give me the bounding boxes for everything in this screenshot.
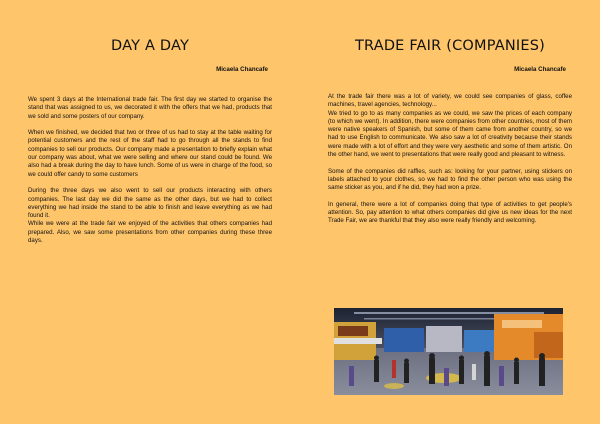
paragraph: When we finished, we decided that two or three of us had to stay at the table waiting for potential customers and the rest of the staff had to go through all the stands to find companies to sell our products. Our company made a presentation to briefly explain what our company was about, what we were selling and where our stand could be found. We also had a break during the day to have lunch. Some of us were in charge of the food, so we could offer candy to some customers <box>28 129 272 178</box>
page-title: DAY A DAY <box>110 38 190 54</box>
author-name: Micaela Chancafe <box>216 66 268 73</box>
page-title: TRADE FAIR (COMPANIES) <box>354 38 546 54</box>
trade-fair-photo-graphic <box>334 308 563 395</box>
trade-fair-photo <box>334 308 563 395</box>
article-body <box>328 93 572 234</box>
article-body <box>28 96 272 254</box>
paragraph: In general, there were a lot of companies doing that type of activities to get people's attention. So, pay attention to what others companies did give us new ideas for the next Trade Fair, we are thankful that they also were really friendly and welcoming. <box>328 200 572 225</box>
paragraph: At the trade fair there was a lot of variety, we could see companies of glass, coffee machines, travel agencies, technology... We tried to go to as many companies as we could, we saw the prices of each company (to which we went). In addition, there were companies from other countries, most of them were native speakers of Spanish, but some of them came from another country, so we had to use English to communicate. We also saw a lot of creativity because their stands were made with a lot of effort and they were very aesthetic and some of them artistic. On the other hand, we went to presentations that were really good and pleasant to witness. <box>328 93 572 159</box>
author-name: Micaela Chancafe <box>514 66 566 73</box>
paragraph: During the three days we also went to sell our products interacting with others companies. The last day we did the same as the other days, but we had to collect everything we had inside the stand to be able to finish and leave everything as we had found it. While we were at the trade fair we enjoyed of the activities that others companies had prepared. Also, we saw some presentations from other companies during these three days. <box>28 187 272 245</box>
paragraph: Some of the companies did raffles, such as: looking for your partner, using stickers on labels attached to your clothes, so we had to find the other person who was using the same sticker as you, and if he did, they had won a prize. <box>328 167 572 192</box>
paragraph: We spent 3 days at the International trade fair. The first day we started to organise the stand that was assigned to us, we decorated it with the offers that we had, products that we sold and some posters of our company. <box>28 96 272 120</box>
